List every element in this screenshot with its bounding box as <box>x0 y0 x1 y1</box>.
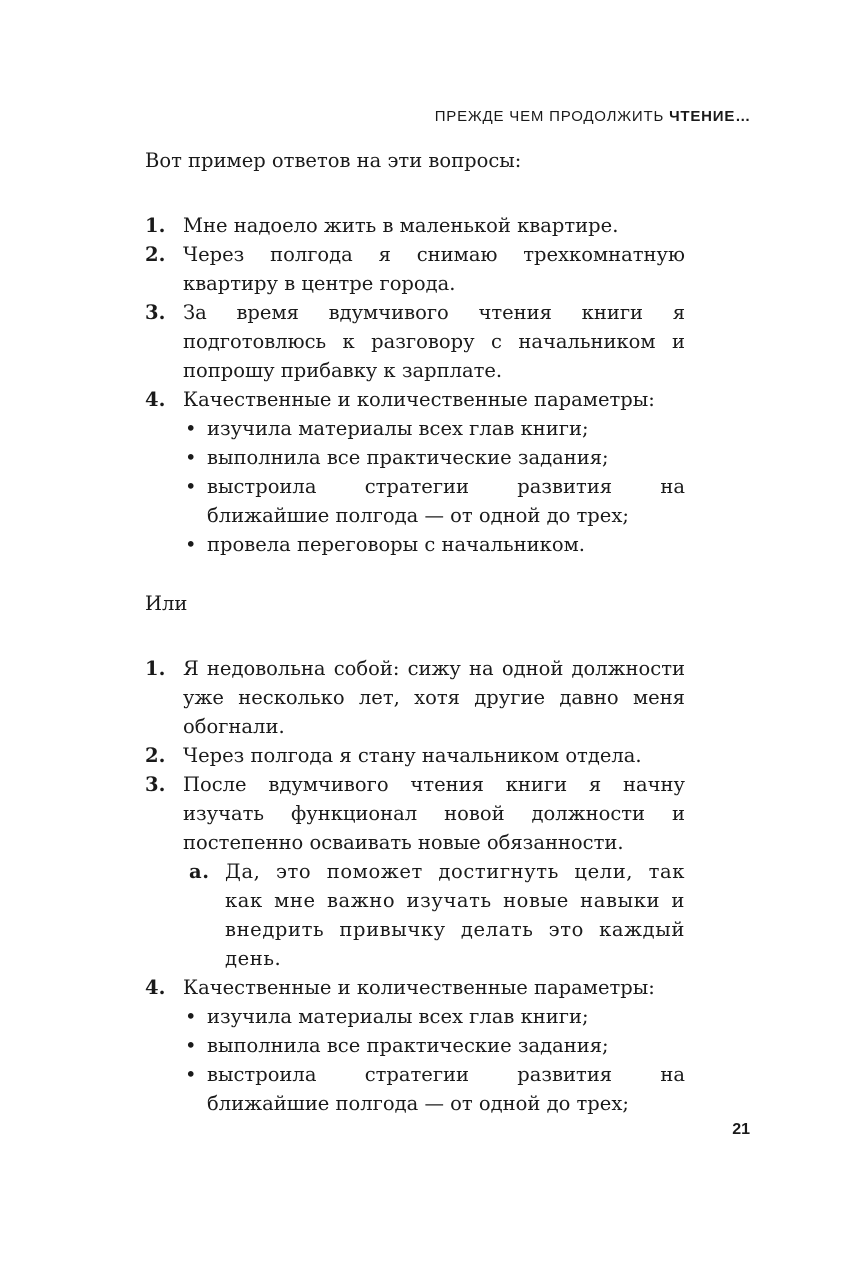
bullet-text: выполнила все практические задания; <box>207 446 609 469</box>
intro-paragraph: Вот пример ответов на эти вопросы: <box>145 149 522 172</box>
list-item-text: Через полгода я снимаю трехкомнатную квартиру в центре города. <box>183 243 685 295</box>
bullet-text: выполнила все практические задания; <box>207 1034 609 1057</box>
bullet-item <box>183 530 685 559</box>
sub-item <box>183 857 685 973</box>
list-item <box>145 385 685 559</box>
list-number: 3. <box>145 773 166 796</box>
bullet-icon: • <box>185 1005 197 1028</box>
page-number: 21 <box>732 1121 750 1138</box>
list-item <box>145 741 685 770</box>
bullet-text: выстроила стратегии развития на ближайшие полгода — от одной до трех; <box>207 475 685 527</box>
example2-sublist <box>183 857 685 973</box>
list-item <box>145 240 685 298</box>
bullet-item <box>183 1031 685 1060</box>
list-item-text: Качественные и количественные параметры: <box>183 976 655 999</box>
example2-bullets <box>183 1002 685 1118</box>
bullet-icon: • <box>185 417 197 440</box>
running-header-bold: ЧТЕНИЕ… <box>669 108 751 125</box>
bullet-text: изучила материалы всех глав книги; <box>207 1005 589 1028</box>
bullet-icon: • <box>185 475 197 498</box>
list-number: 1. <box>145 657 166 680</box>
bullet-item <box>183 1002 685 1031</box>
page-content <box>145 146 685 1118</box>
bullet-text: изучила материалы всех глав книги; <box>207 417 589 440</box>
bullet-item <box>183 1060 685 1118</box>
list-item-text: Я недовольна собой: сижу на одной должности уже несколько лет, хотя другие давно меня обогнали. <box>183 657 685 738</box>
bullet-item <box>183 443 685 472</box>
list-item <box>145 654 685 741</box>
list-item <box>145 298 685 385</box>
running-header-text: ПРЕЖДЕ ЧЕМ ПРОДОЛЖИТЬ <box>434 108 670 125</box>
list-item-text: После вдумчивого чтения книги я начну изучать функционал новой должности и постепенно осваивать новые обязанности. <box>183 773 685 854</box>
bullet-item <box>183 414 685 443</box>
list-item-text: Качественные и количественные параметры: <box>183 388 655 411</box>
list-number: 3. <box>145 301 166 324</box>
bullet-item <box>183 472 685 530</box>
sub-letter: а. <box>189 860 210 883</box>
example1-list <box>145 211 685 559</box>
or-label: Или <box>145 592 188 615</box>
list-item <box>145 973 685 1118</box>
bullet-icon: • <box>185 533 197 556</box>
example1-bullets <box>183 414 685 559</box>
list-item-text: Мне надоело жить в маленькой квартире. <box>183 214 619 237</box>
list-item <box>145 211 685 240</box>
list-number: 1. <box>145 214 166 237</box>
bullet-text: выстроила стратегии развития на ближайшие полгода — от одной до трех; <box>207 1063 685 1115</box>
sub-item-text: Да, это поможет достигнуть цели, так как мне важно изучать новые навыки и внедрить привычку делать это каждый день. <box>225 860 685 970</box>
running-header <box>435 108 751 125</box>
list-number: 4. <box>145 976 166 999</box>
list-item-text: Через полгода я стану начальником отдела. <box>183 744 642 767</box>
bullet-text: провела переговоры с начальником. <box>207 533 585 556</box>
list-item <box>145 770 685 973</box>
list-item-text: За время вдумчивого чтения книги я подготовлюсь к разговору с начальником и попрошу прибавку к зарплате. <box>183 301 685 382</box>
example2-list <box>145 654 685 1118</box>
bullet-icon: • <box>185 1034 197 1057</box>
list-number: 2. <box>145 744 166 767</box>
bullet-icon: • <box>185 1063 197 1086</box>
list-number: 4. <box>145 388 166 411</box>
list-number: 2. <box>145 243 166 266</box>
bullet-icon: • <box>185 446 197 469</box>
